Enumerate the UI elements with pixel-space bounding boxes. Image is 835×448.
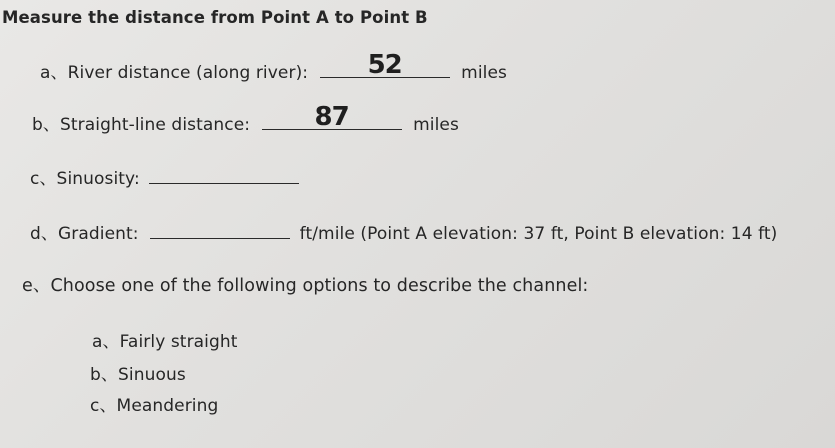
answer-d-blank[interactable] [150, 220, 290, 239]
question-c [30, 164, 299, 189]
question-b [32, 102, 459, 135]
answer-c-blank[interactable] [149, 165, 299, 184]
answer-b-blank[interactable] [262, 102, 402, 132]
question-a-label: a、River distance (along river): [40, 63, 309, 83]
question-e: e、Choose one of the following options to describe the channel: [22, 276, 589, 296]
question-d-label: d、Gradient: [30, 224, 139, 244]
question-b-unit: miles [413, 115, 459, 135]
answer-a-blank[interactable] [320, 50, 450, 80]
option-sinuous[interactable]: b、Sinuous [90, 365, 186, 385]
question-c-label: c、Sinuosity: [30, 169, 140, 189]
worksheet-title: Measure the distance from Point A to Point B [2, 8, 428, 27]
answer-b-handwriting: 87 [314, 102, 349, 132]
question-b-label: b、Straight-line distance: [32, 115, 251, 135]
option-meandering[interactable]: c、Meandering [90, 396, 219, 416]
option-fairly-straight[interactable]: a、Fairly straight [92, 332, 238, 352]
answer-a-handwriting: 52 [367, 50, 402, 80]
question-d-unit: ft/mile (Point A elevation: 37 ft, Point B elevation: 14 ft) [299, 224, 778, 244]
question-a [40, 50, 507, 83]
question-d [30, 219, 777, 244]
question-a-unit: miles [461, 63, 507, 83]
